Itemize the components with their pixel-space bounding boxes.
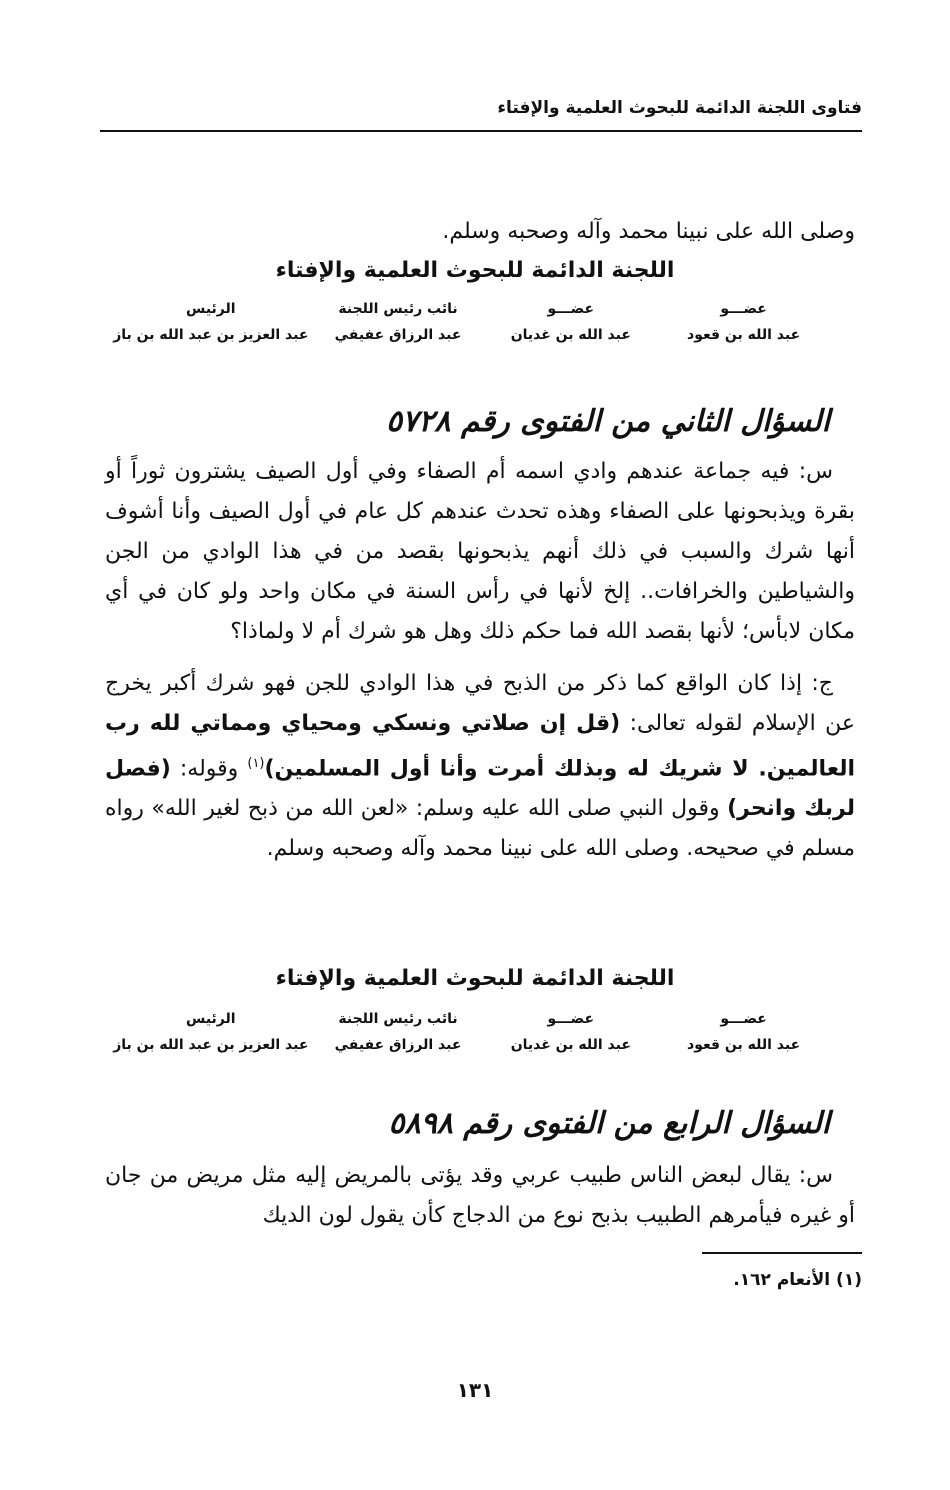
signature-member-1: عضـــو عبد الله بن قعود bbox=[687, 1011, 801, 1053]
signature-vice-chairman: نائب رئيس اللجنة عبد الرزاق عفيفي bbox=[334, 301, 462, 343]
running-header bbox=[100, 96, 862, 132]
signature-vice-chairman: نائب رئيس اللجنة عبد الرزاق عفيفي bbox=[334, 1011, 462, 1053]
footnote-marker: (١) bbox=[247, 756, 265, 771]
signature-block-1 bbox=[110, 296, 830, 348]
question-2-text: س: فيه جماعة عندهم وادي اسمه أم الصفاء وفي أول الصيف يشترون ثوراً أو بقرة ويذبحونها على الصفاء وهذه تحدث عندهم كل عام في أول الصيف وأنا أشوف أنها شرك والسبب في ذلك أنهم يذبحونها بقصد من في هذا الوادي من الجن والشياطين والخرافات.. إلخ لأنها في رأس السنة في مكان واحد ولو كان في أي مكان لابأس؛ لأنها بقصد الله فما حكم ذلك وهل هو شرك أم لا ولماذا؟ bbox=[105, 459, 855, 644]
quran-verse-2: (فصل لربك وانحر) bbox=[105, 756, 855, 822]
question-2-title: السؤال الثاني من الفتوى رقم ٥٧٢٨ bbox=[386, 404, 830, 439]
signature-chairman: الرئيس عبد العزيز بن عبد الله بن باز bbox=[113, 301, 309, 343]
committee-title-2: اللجنة الدائمة للبحوث العلمية والإفتاء bbox=[275, 966, 675, 991]
footnote-divider bbox=[702, 1252, 862, 1254]
signature-member-2: عضـــو عبد الله بن غديان bbox=[510, 301, 631, 343]
question-4-text: س: يقال لبعض الناس طبيب عربي وقد يؤتى بالمريض إليه مثل مريض من جان أو غيره فيأمرهم الطبيب بذبح نوع من الدجاج كأن يقول لون الديك bbox=[105, 1163, 855, 1228]
page-number: ١٣١ bbox=[456, 1378, 494, 1402]
footnote: (١) الأنعام ١٦٢. bbox=[733, 1270, 862, 1290]
signature-block-2 bbox=[110, 1006, 830, 1058]
question-4-title: السؤال الرابع من الفتوى رقم ٥٨٩٨ bbox=[388, 1106, 830, 1141]
running-header-title: فتاوى اللجنة الدائمة للبحوث العلمية والإفتاء bbox=[491, 98, 862, 118]
closing-line: وصلى الله على نبينا محمد وآله وصحبه وسلم. bbox=[442, 219, 855, 244]
signature-member-1: عضـــو عبد الله بن قعود bbox=[687, 301, 801, 343]
signature-chairman: الرئيس عبد العزيز بن عبد الله بن باز bbox=[113, 1011, 309, 1053]
signature-member-2: عضـــو عبد الله بن غديان bbox=[510, 1011, 631, 1053]
answer-2-text: ج: إذا كان الواقع كما ذكر من الذبح في هذا الوادي للجن فهو شرك أكبر يخرج عن الإسلام لقوله تعالى: (قل إن صلاتي ونسكي ومحياي ومماتي لله رب العالمين. لا شريك له وبذلك أمرت وأنا أول المسلمين)$^{(١)}$ وقوله: (فصل لربك وانحر) وقول النبي صلى الله عليه وسلم: «لعن الله من ذبح لغير الله» رواه مسلم في صحيحه. وصلى الله على نبينا محمد وآله وصحبه وسلم. bbox=[105, 671, 855, 862]
committee-title: اللجنة الدائمة للبحوث العلمية والإفتاء bbox=[275, 258, 675, 283]
quran-verse-1: (قل إن صلاتي ونسكي ومحياي ومماتي لله رب العالمين. لا شريك له وبذلك أمرت وأنا أول المسلمين) bbox=[105, 711, 855, 782]
